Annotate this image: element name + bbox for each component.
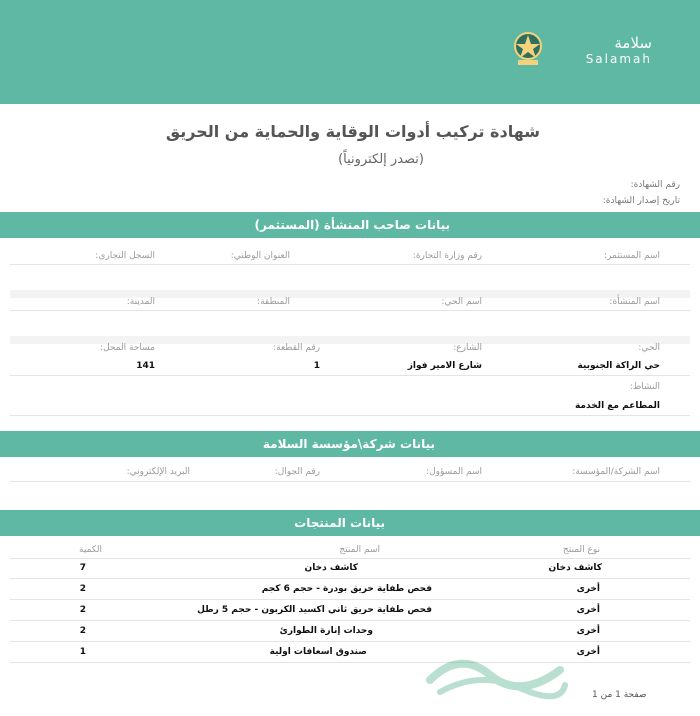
- row-divider: [10, 578, 690, 579]
- owner-label: رقم وزارة التجارة:: [412, 251, 482, 261]
- company-section-heading: بيانات شركة\مؤسسة السلامة: [0, 431, 700, 457]
- row-divider: [10, 481, 690, 482]
- row-divider: [10, 558, 690, 559]
- certificate-title: شهادة تركيب أدوات الوقاية والحماية من الحريق: [165, 122, 540, 141]
- products-section-heading: بيانات المنتجات: [0, 510, 700, 536]
- activity-label: النشاط:: [629, 382, 660, 392]
- row-divider: [10, 415, 690, 416]
- row-divider: [10, 662, 690, 663]
- product-name: كاشف دخان: [304, 563, 358, 573]
- cert-number-label: رقم الشهادة:: [630, 180, 680, 190]
- brand-english: Salamah: [585, 52, 652, 66]
- company-label: رقم الجوال:: [274, 467, 320, 477]
- product-name: صندوق اسعافات اولية: [269, 647, 367, 657]
- brand: [586, 34, 652, 66]
- product-type: أخرى: [576, 605, 600, 615]
- column-header: نوع المنتج: [562, 545, 600, 555]
- product-type: أخرى: [576, 584, 600, 594]
- row-divider: [10, 599, 690, 600]
- product-name: فحص طفاية حريق بودرة - حجم 6 كجم: [261, 584, 432, 594]
- owner-label: العنوان الوطني:: [230, 251, 290, 261]
- certificate-subtitle: (تصدر إلكترونياً): [338, 152, 424, 167]
- product-qty: 2: [79, 605, 86, 615]
- civil-defense-emblem-icon: [512, 30, 544, 66]
- product-type: كاشف دخان: [548, 563, 602, 573]
- owner-label: اسم المنشأة:: [609, 297, 660, 307]
- company-label: اسم المسؤول:: [426, 467, 482, 477]
- product-type: أخرى: [576, 647, 600, 657]
- brand-arabic: سلامة: [614, 34, 652, 52]
- product-qty: 7: [79, 563, 86, 573]
- street-value: شارع الامير فواز: [407, 361, 482, 371]
- owner-label: السجل التجاري:: [95, 251, 155, 261]
- issue-date-label: تاريخ إصدار الشهادة:: [602, 196, 680, 206]
- watermark-icon: [420, 640, 570, 700]
- owner-section-heading: بيانات صاحب المنشأة (المستثمر): [0, 212, 700, 238]
- header-bar: [0, 0, 700, 104]
- page-footer: صفحة 1 من 1: [592, 690, 647, 700]
- row-divider: [10, 290, 690, 298]
- owner-label: المدينة:: [126, 297, 155, 307]
- product-qty: 2: [79, 626, 86, 636]
- product-qty: 2: [79, 584, 86, 594]
- owner-label: المنطقة:: [257, 297, 290, 307]
- owner-label: اسم المستثمر:: [604, 251, 660, 261]
- row-divider: [10, 620, 690, 621]
- plot-number-value: 1: [313, 361, 320, 371]
- owner-label: الشارع:: [453, 343, 482, 353]
- shop-area-value: 141: [136, 361, 155, 371]
- row-divider: [10, 264, 690, 265]
- activity-value: المطاعم مع الخدمة: [574, 401, 660, 411]
- company-label: اسم الشركة/المؤسسة:: [572, 467, 660, 477]
- owner-label: مساحة المحل:: [100, 343, 155, 353]
- product-name: وحدات إنارة الطوارئ: [279, 626, 373, 636]
- column-header: اسم المنتج: [339, 545, 380, 555]
- product-type: أخرى: [576, 626, 600, 636]
- product-name: فحص طفاية حريق ثاني اكسيد الكربون - حجم 5 رطل: [197, 605, 432, 615]
- owner-label: اسم الحي:: [441, 297, 482, 307]
- row-divider: [10, 641, 690, 642]
- district-value: حي الراكة الجنوبية: [577, 361, 660, 371]
- row-divider: [10, 310, 690, 311]
- product-qty: 1: [79, 647, 86, 657]
- column-header: الكمية: [79, 545, 102, 555]
- owner-label: الحي:: [638, 343, 660, 353]
- owner-label: رقم القطعة:: [273, 343, 320, 353]
- company-label: البريد الإلكتروني:: [126, 467, 190, 477]
- row-divider: [10, 375, 690, 376]
